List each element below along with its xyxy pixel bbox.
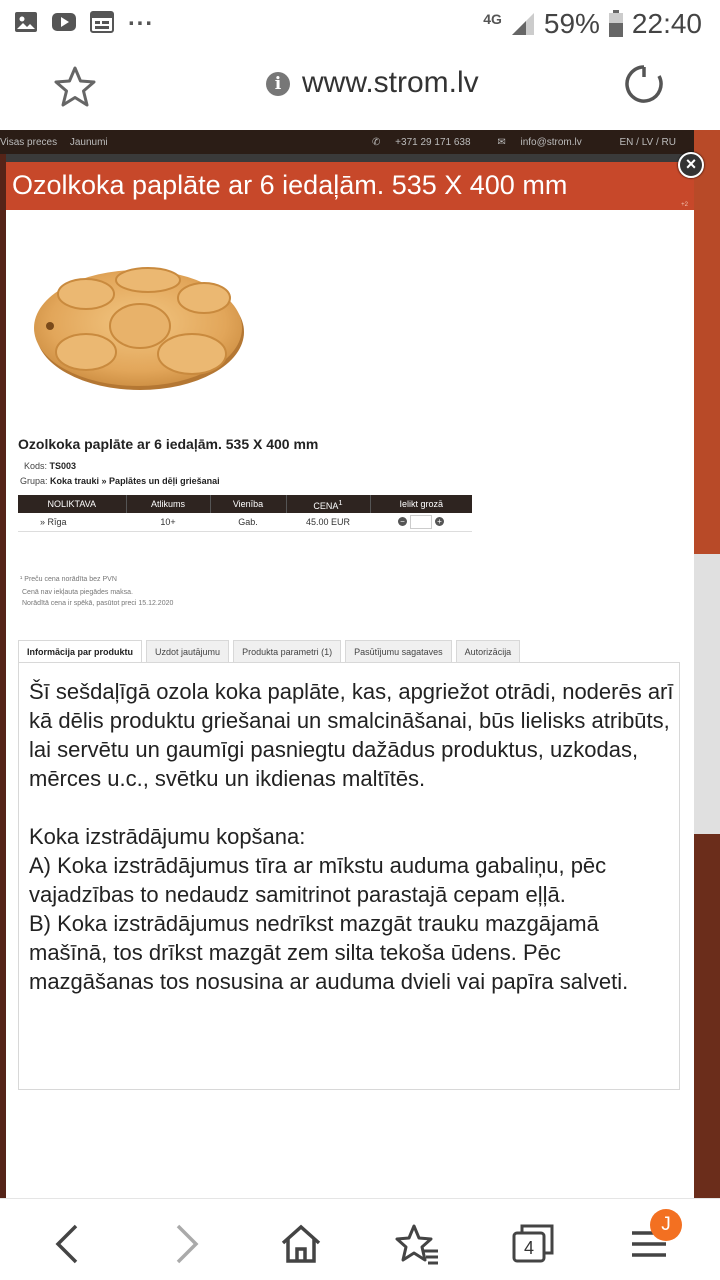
image-icon [14, 10, 38, 34]
cell-stock: 10+ [126, 513, 210, 531]
url-text[interactable]: www.strom.lv [302, 66, 479, 99]
price-footnote-mark: 1 [338, 497, 343, 507]
product-code [24, 461, 76, 471]
modal-header [6, 162, 694, 210]
care-instruction-b: B) Koka izstrādājumus nedrīkst mazgāt trauku mazgājamā mašīnā, tos drīkst mazgāt zem silta tekoša ūdens. Pēc mazgāšanas tos nosusina ar auduma dvieli vai papīra salveti. [29, 911, 629, 994]
tabs-count: 4 [523, 1238, 534, 1258]
phone-link[interactable] [372, 137, 483, 148]
note-vat: ¹ Preču cena norādīta bez PVN [20, 576, 117, 583]
product-image[interactable] [28, 256, 248, 392]
home-icon[interactable] [278, 1221, 324, 1267]
status-overflow: ... [128, 4, 155, 31]
network-type: 4G [483, 11, 502, 27]
site-topbar [0, 130, 720, 154]
language-switcher[interactable]: EN / LV / RU [619, 137, 676, 148]
phone-text: +371 29 171 638 [395, 137, 471, 148]
page-right-edge [694, 130, 720, 1198]
cell-unit: Gab. [210, 513, 286, 531]
modal-corner-mark: +2 [681, 202, 688, 208]
tab-ask-question[interactable]: Uzdot jautājumu [146, 640, 229, 662]
phone-icon: ✆ [372, 137, 381, 148]
product-tabs [18, 640, 520, 662]
product-name: Ozolkoka paplāte ar 6 iedaļām. 535 X 400 mm [18, 436, 319, 452]
care-instruction-a: A) Koka izstrādājumus tīra ar mīkstu auduma gabaliņu, pēc vajadzības to nedaudz samitrinot parastajā cepam eļļā. [29, 853, 607, 907]
signal-icon [510, 11, 536, 37]
code-label: Kods: [24, 461, 48, 471]
clock: 22:40 [631, 8, 702, 39]
calendar-icon [90, 10, 114, 34]
col-price [286, 495, 370, 513]
background-banner [694, 130, 720, 554]
product-modal [6, 154, 697, 1198]
reload-icon[interactable] [622, 62, 666, 106]
profile-avatar[interactable]: J [650, 1209, 682, 1241]
col-warehouse: NOLIKTAVA [18, 495, 126, 513]
description-text: Šī sešdaļīgā ozola koka paplāte, kas, apgriežot otrādi, noderēs arī kā dēlis produktu griešanai un smalcināšanai, būs lielisks atribūts, lai servētu un gaumīgi pasniegtu dažādus produktus, uzkodas, mērces u.c., svētku un ikdienas maltītēs. [29, 679, 674, 791]
group-link[interactable]: Koka trauki » Paplātes un dēļi griešanai [50, 476, 220, 486]
note-valid-date: Norādītā cena ir spēkā, pasūtot preci 15.12.2020 [22, 600, 174, 607]
col-unit: Vienība [210, 495, 286, 513]
product-group [20, 476, 220, 486]
care-title: Koka izstrādājumu kopšana: [29, 824, 306, 849]
modal-title: Ozolkoka paplāte ar 6 iedaļām. 535 X 400 mm [12, 170, 568, 200]
tab-order-drafts[interactable]: Pasūtījumu sagataves [345, 640, 452, 662]
paragraph-gap [29, 793, 679, 822]
minus-icon[interactable]: − [398, 517, 407, 526]
product-description [18, 662, 680, 1090]
cell-add-to-cart [370, 513, 472, 531]
cell-location: » Rīga [18, 513, 126, 531]
tab-authorization[interactable]: Autorizācija [456, 640, 521, 662]
plus-icon[interactable]: + [435, 517, 444, 526]
col-price-label: CENA [313, 500, 339, 511]
youtube-icon [52, 10, 76, 34]
status-notifications [14, 4, 155, 34]
col-stock: Atlikums [126, 495, 210, 513]
code-value: TS003 [49, 461, 77, 471]
bookmark-star-icon[interactable] [52, 64, 98, 110]
browser-bottom-nav [0, 1198, 720, 1280]
forward-icon[interactable] [162, 1221, 208, 1267]
bookmarks-icon[interactable] [394, 1221, 440, 1267]
email-link[interactable] [497, 137, 593, 148]
note-delivery: Cenā nav iekļauta piegādes maksa. [22, 589, 133, 596]
nav-news[interactable]: Jaunumi [69, 137, 108, 148]
status-system [483, 8, 702, 40]
battery-icon [608, 10, 624, 38]
cell-price: 45.00 EUR [286, 513, 370, 531]
battery-percent: 59% [543, 8, 600, 39]
email-text: info@strom.lv [520, 137, 582, 148]
table-header-row [18, 495, 472, 513]
web-page [0, 130, 720, 1198]
nav-all-products[interactable]: Visas preces [0, 137, 58, 148]
browser-address-bar [0, 50, 720, 130]
site-info-icon[interactable]: i [266, 72, 290, 96]
col-add-to-cart: Ielikt grozā [370, 495, 472, 513]
tabs-button[interactable] [510, 1221, 556, 1267]
mail-icon: ✉ [497, 137, 506, 148]
status-bar [0, 0, 720, 50]
quantity-input[interactable] [410, 515, 432, 529]
tab-product-info[interactable]: Informācija par produktu [18, 640, 142, 662]
stock-table [18, 495, 472, 532]
quantity-stepper [398, 515, 444, 529]
tab-product-parameters[interactable]: Produkta parametri (1) [233, 640, 341, 662]
group-label: Grupa: [20, 476, 48, 486]
table-row [18, 513, 472, 531]
back-icon[interactable] [46, 1221, 92, 1267]
background-product-card [694, 554, 720, 834]
close-icon[interactable]: × [678, 152, 704, 178]
